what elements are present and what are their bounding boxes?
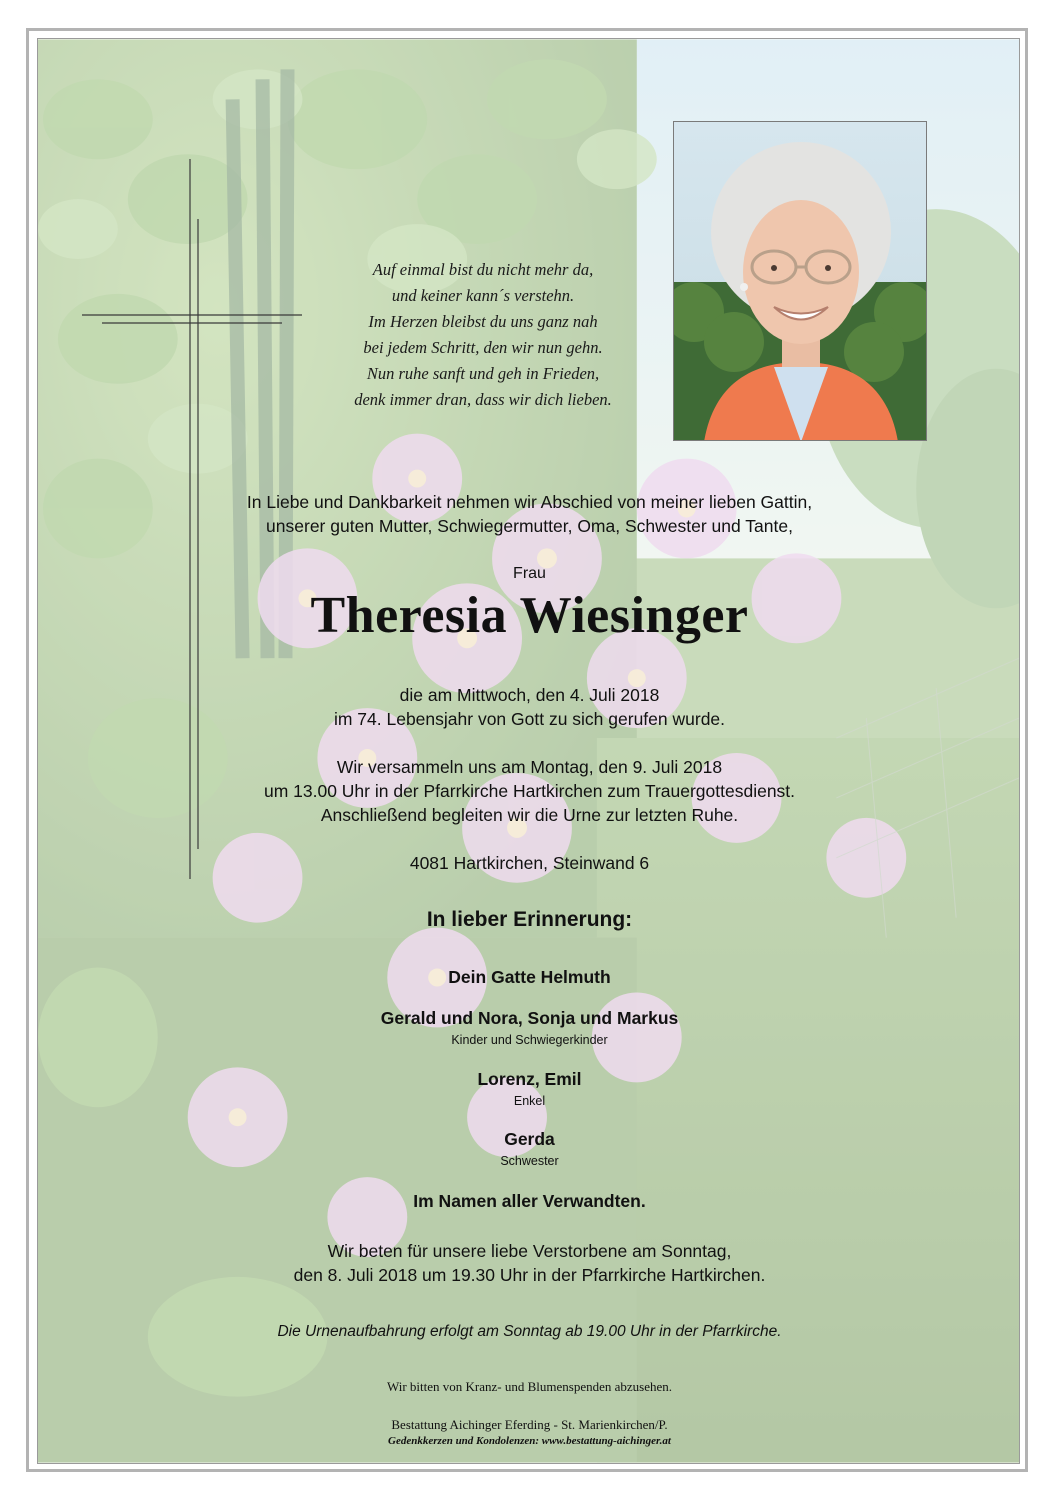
funeral-info-line: Anschließend begleiten wir die Urne zur letzten Ruhe. xyxy=(320,805,739,825)
intro-line: unserer guten Mutter, Schwiegermutter, Oma, Schwester und Tante, xyxy=(266,516,793,536)
intro-line: In Liebe und Dankbarkeit nehmen wir Abschied von meiner lieben Gattin, xyxy=(246,492,813,512)
poem-line: Im Herzen bleibst du uns ganz nah xyxy=(368,312,598,331)
obituary-card xyxy=(37,38,1020,1464)
funeral-info-line: Wir versammeln uns am Montag, den 9. Juli 2018 xyxy=(336,757,723,777)
funeral-info-line: um 13.00 Uhr in der Pfarrkirche Hartkirchen zum Trauergottesdienst. xyxy=(263,781,796,801)
deceased-name: Theresia Wiesinger xyxy=(310,587,749,644)
poem-line: bei jedem Schritt, den wir nun gehn. xyxy=(363,338,603,357)
undertaker-web: Gedenkkerzen und Kondolenzen: www.bestattung-aichinger.at xyxy=(388,1435,671,1447)
relatives-note: Im Namen aller Verwandten. xyxy=(413,1191,646,1211)
flowers-note: Wir bitten von Kranz- und Blumenspenden abzusehen. xyxy=(386,1379,673,1394)
poem xyxy=(328,257,638,413)
mourner-relation: Schwester xyxy=(500,1154,559,1168)
urn-note: Die Urnenaufbahrung erfolgt am Sonntag ab 19.00 Uhr in der Pfarrkirche. xyxy=(277,1323,782,1340)
title-prefix: Frau xyxy=(513,565,546,582)
mourner-relation: Kinder und Schwiegerkinder xyxy=(451,1033,608,1047)
address: 4081 Hartkirchen, Steinwand 6 xyxy=(409,853,650,873)
memory-heading: In lieber Erinnerung: xyxy=(426,908,633,931)
prayer-info-line: den 8. Juli 2018 um 19.30 Uhr in der Pfarrkirche Hartkirchen. xyxy=(293,1265,766,1285)
mourner-names: Gerda xyxy=(504,1129,555,1149)
death-info-line: im 74. Lebensjahr von Gott zu sich gerufen wurde. xyxy=(333,709,726,729)
mourner-relation: Enkel xyxy=(513,1094,546,1108)
poem-line: und keiner kann´s verstehn. xyxy=(391,286,575,305)
poem-line: Auf einmal bist du nicht mehr da, xyxy=(372,260,594,279)
mourner-names: Gerald und Nora, Sonja und Markus xyxy=(380,1008,679,1028)
undertaker: Bestattung Aichinger Eferding - St. Marienkirchen/P. xyxy=(391,1417,668,1432)
portrait-photo xyxy=(673,121,927,441)
death-info-line: die am Mittwoch, den 4. Juli 2018 xyxy=(399,685,660,705)
prayer-info-line: Wir beten für unsere liebe Verstorbene am Sonntag, xyxy=(327,1241,732,1261)
mourner-names: Dein Gatte Helmuth xyxy=(448,967,611,987)
poem-line: Nun ruhe sanft und geh in Frieden, xyxy=(366,364,600,383)
mourner-names: Lorenz, Emil xyxy=(477,1069,582,1089)
poem-line: denk immer dran, dass wir dich lieben. xyxy=(354,390,612,409)
